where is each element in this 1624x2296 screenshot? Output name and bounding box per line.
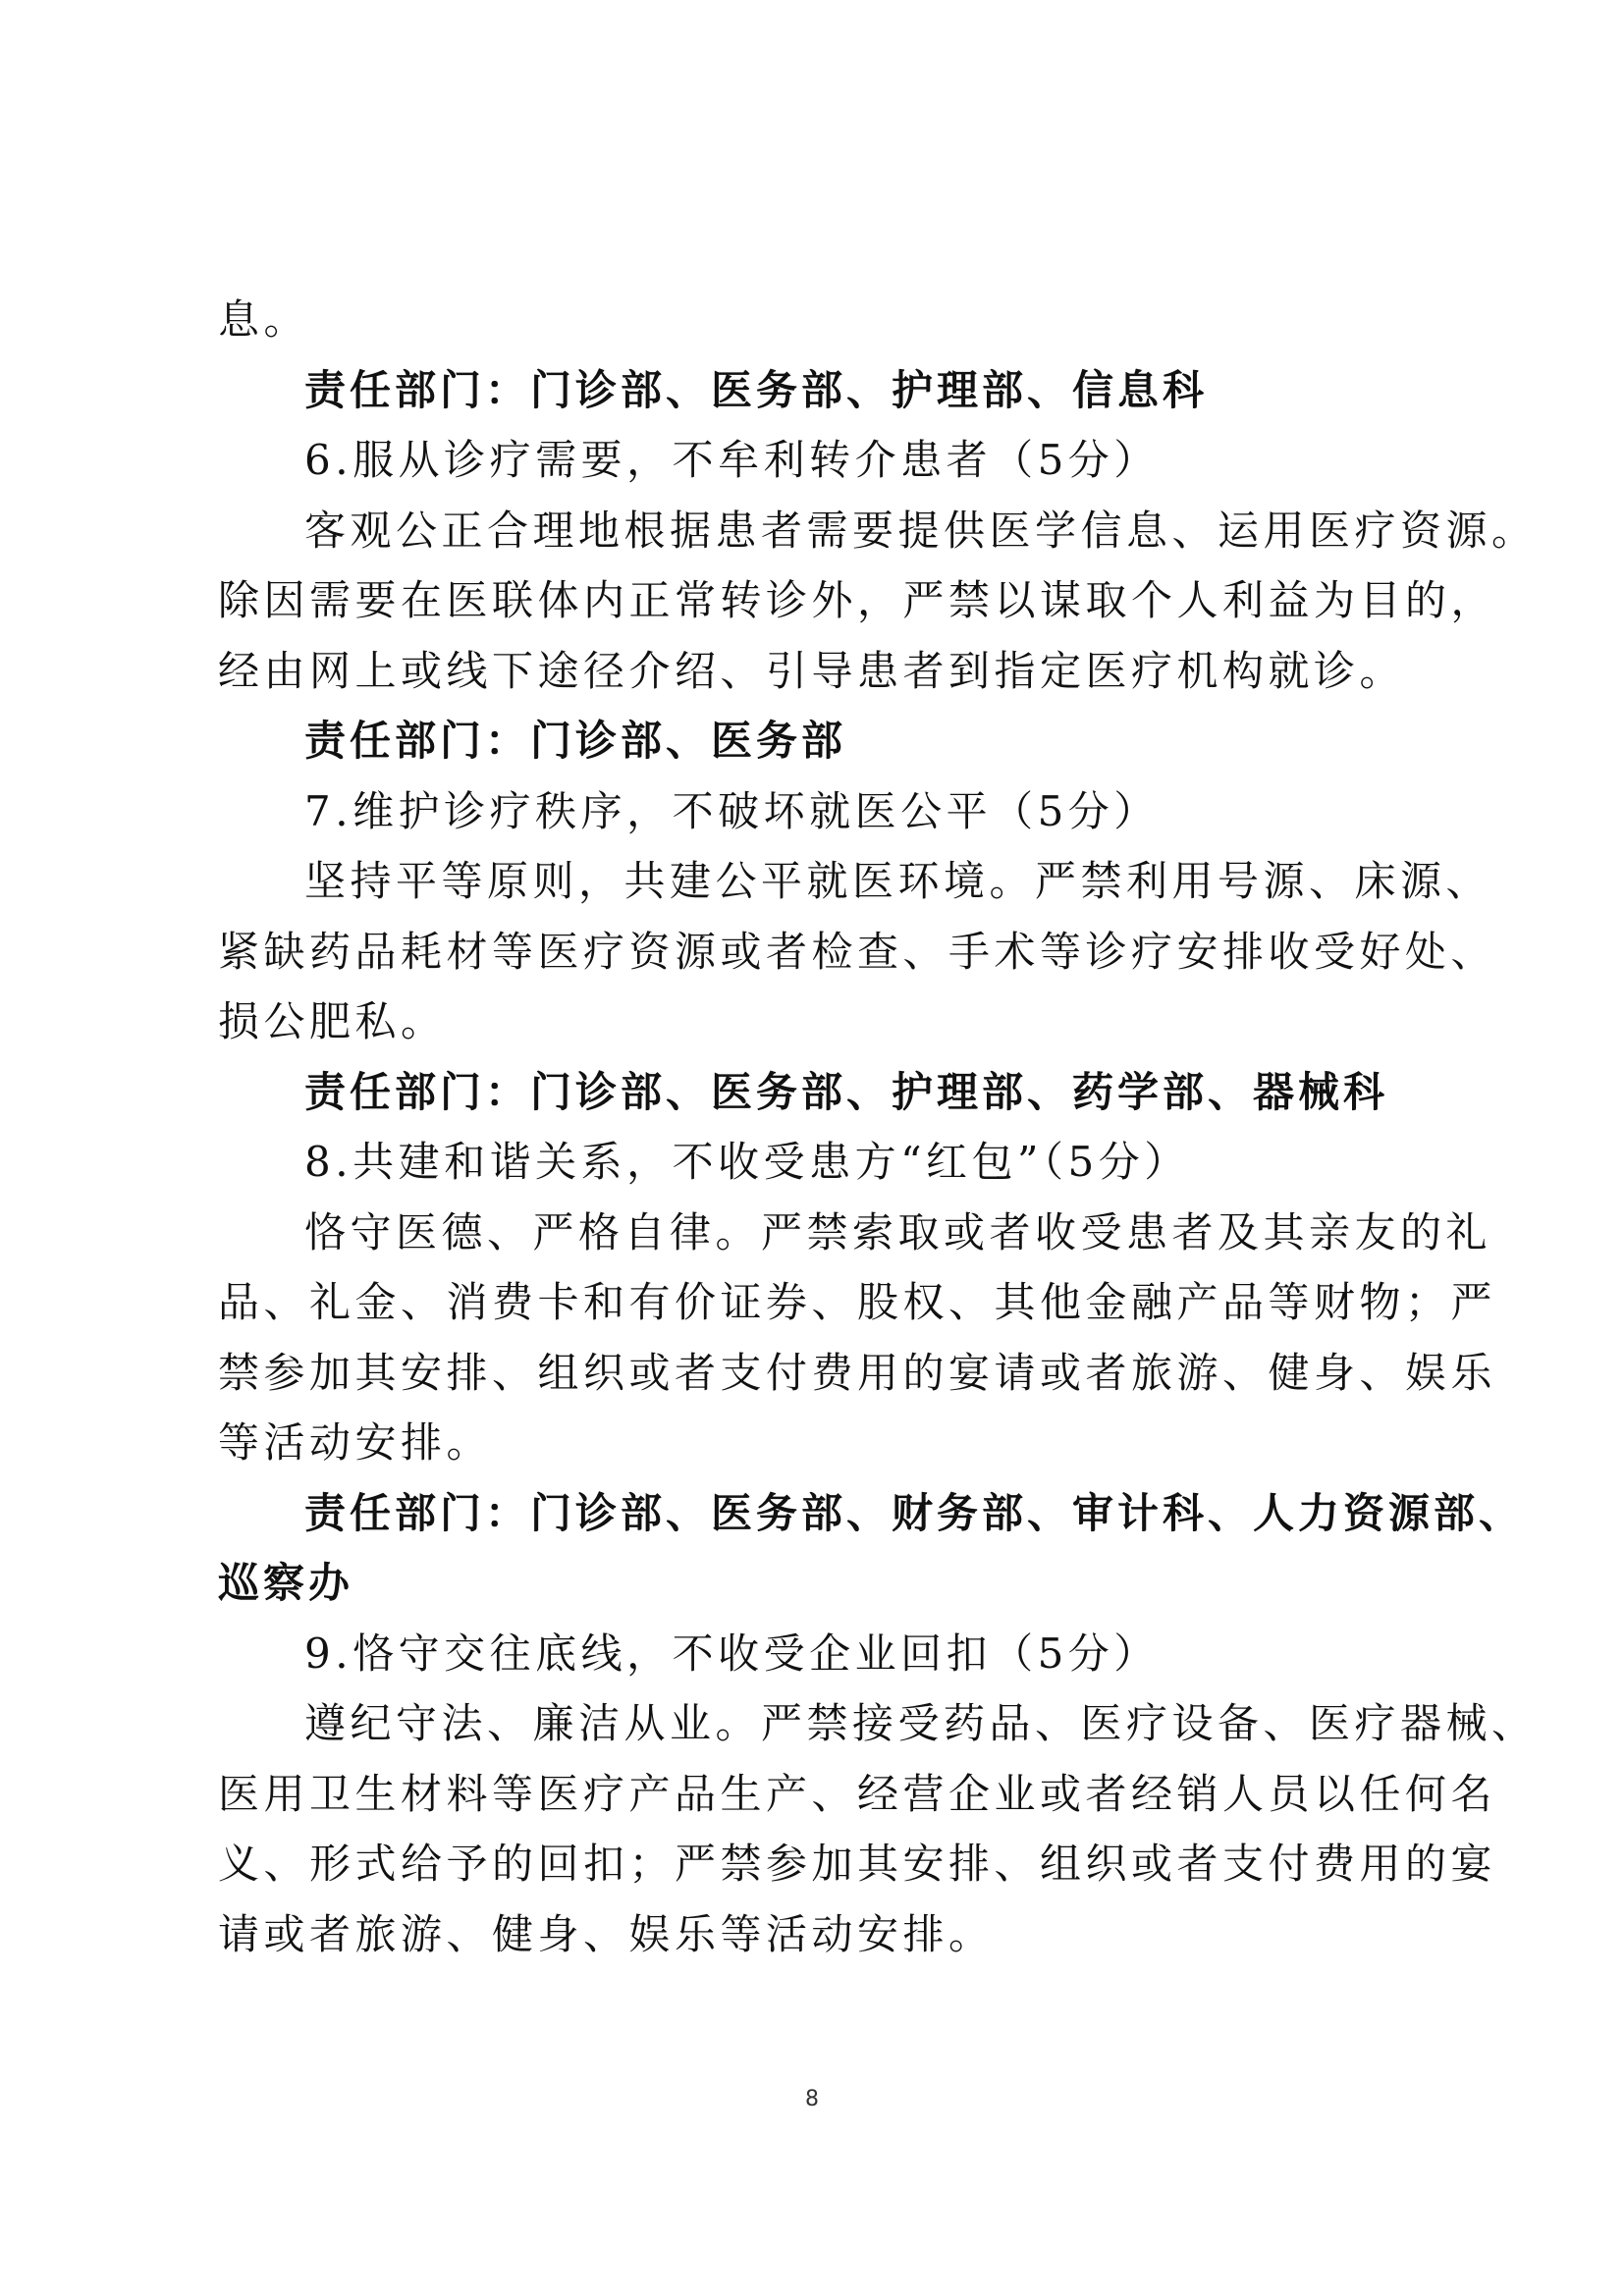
text-line: 等活动安排。	[218, 1418, 493, 1467]
section-heading-6: 6.服从诊疗需要，不牟利转介患者（5分）	[304, 436, 1160, 484]
text-line: 客观公正合理地根据患者需要提供医学信息、运用医疗资源。	[304, 506, 1538, 555]
section-heading-9: 9.恪守交往底线，不收受企业回扣（5分）	[304, 1629, 1160, 1678]
text-line: 义、形式给予的回扣；严禁参加其安排、组织或者支付费用的宴	[218, 1840, 1497, 1888]
section-heading-8: 8.共建和谐关系，不收受患方“红包”（5分）	[304, 1138, 1190, 1186]
text-line: 坚持平等原则，共建公平就医环境。严禁利用号源、床源、	[304, 857, 1492, 905]
body-text	[218, 285, 1538, 1969]
text-line: 医用卫生材料等医疗产品生产、经营企业或者经销人员以任何名	[218, 1769, 1497, 1818]
text-line: 除因需要在医联体内正常转诊外，严禁以谋取个人利益为目的，	[218, 576, 1497, 624]
text-line: 请或者旅游、健身、娱乐等活动安排。	[218, 1909, 995, 1958]
responsible-department: 责任部门：门诊部、医务部、财务部、审计科、人力资源部、	[304, 1488, 1525, 1537]
text-line: 经由网上或线下途径介绍、引导患者到指定医疗机构就诊。	[218, 646, 1406, 695]
section-heading-7: 7.维护诊疗秩序，不破坏就医公平（5分）	[304, 786, 1160, 835]
text-line: 品、礼金、消费卡和有价证券、股权、其他金融产品等财物；严	[218, 1278, 1497, 1326]
text-line: 禁参加其安排、组织或者支付费用的宴请或者旅游、健身、娱乐	[218, 1348, 1497, 1397]
text-line: 紧缺药品耗材等医疗资源或者检查、手术等诊疗安排收受好处、	[218, 927, 1497, 976]
responsible-department: 责任部门：门诊部、医务部、护理部、药学部、器械科	[304, 1067, 1389, 1116]
text-line: 遵纪守法、廉洁从业。严禁接受药品、医疗设备、医疗器械、	[304, 1699, 1538, 1747]
text-line: 恪守医德、严格自律。严禁索取或者收受患者及其亲友的礼	[304, 1207, 1492, 1256]
page-number: 8	[805, 2087, 819, 2111]
text-line: 息。	[218, 295, 310, 344]
text-line: 损公肥私。	[218, 997, 447, 1045]
responsible-department: 责任部门：门诊部、医务部、护理部、信息科	[304, 365, 1209, 414]
responsible-department: 责任部门：门诊部、医务部	[304, 717, 847, 765]
responsible-department-continued: 巡察办	[218, 1559, 354, 1607]
